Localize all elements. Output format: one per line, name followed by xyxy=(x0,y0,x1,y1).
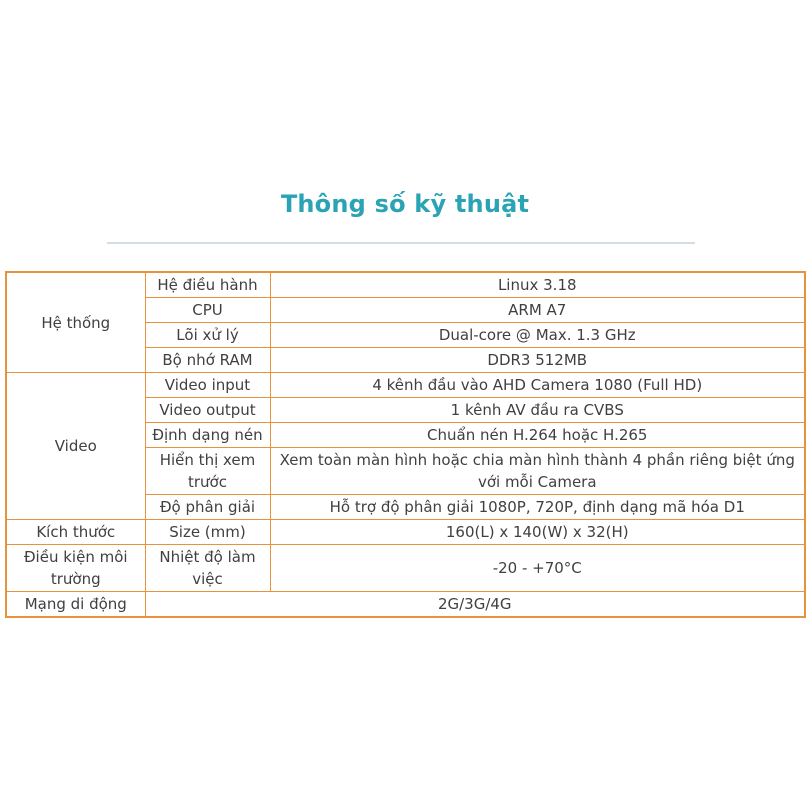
value-cell: DDR3 512MB xyxy=(270,348,805,373)
label-cell: Bộ nhớ RAM xyxy=(145,348,270,373)
label-cell: Video input xyxy=(145,373,270,398)
value-cell: 1 kênh AV đầu ra CVBS xyxy=(270,398,805,423)
value-cell: ARM A7 xyxy=(270,298,805,323)
label-cell: Nhiệt độ làm việc xyxy=(145,545,270,592)
label-cell: Lõi xử lý xyxy=(145,323,270,348)
label-cell: Định dạng nén xyxy=(145,423,270,448)
group-cell-size: Kích thước xyxy=(6,520,145,545)
value-cell: 2G/3G/4G xyxy=(145,592,805,618)
label-cell: Độ phân giải xyxy=(145,495,270,520)
value-cell: Hỗ trợ độ phân giải 1080P, 720P, định dạng mã hóa D1 xyxy=(270,495,805,520)
table-row xyxy=(6,545,805,592)
group-cell-video: Video xyxy=(6,373,145,520)
group-cell-mobile: Mạng di động xyxy=(6,592,145,618)
value-cell: 4 kênh đầu vào AHD Camera 1080 (Full HD) xyxy=(270,373,805,398)
value-cell: Chuẩn nén H.264 hoặc H.265 xyxy=(270,423,805,448)
title-divider xyxy=(107,242,695,244)
group-cell-environment: Điều kiện môi trường xyxy=(6,545,145,592)
label-cell: CPU xyxy=(145,298,270,323)
page-title: Thông số kỹ thuật xyxy=(280,190,530,218)
value-cell: Dual-core @ Max. 1.3 GHz xyxy=(270,323,805,348)
value-cell: Xem toàn màn hình hoặc chia màn hình thành 4 phần riêng biệt ứng với mỗi Camera xyxy=(270,448,805,495)
label-cell: Hệ điều hành xyxy=(145,272,270,298)
value-cell: -20 - +70°C xyxy=(270,545,805,592)
value-cell: 160(L) x 140(W) x 32(H) xyxy=(270,520,805,545)
group-cell-system: Hệ thống xyxy=(6,272,145,373)
table-row xyxy=(6,520,805,545)
table-row xyxy=(6,373,805,398)
label-cell: Size (mm) xyxy=(145,520,270,545)
table-row xyxy=(6,592,805,618)
specs-table xyxy=(5,271,806,618)
label-cell: Video output xyxy=(145,398,270,423)
label-cell: Hiển thị xem trước xyxy=(145,448,270,495)
table-row xyxy=(6,272,805,298)
value-cell: Linux 3.18 xyxy=(270,272,805,298)
